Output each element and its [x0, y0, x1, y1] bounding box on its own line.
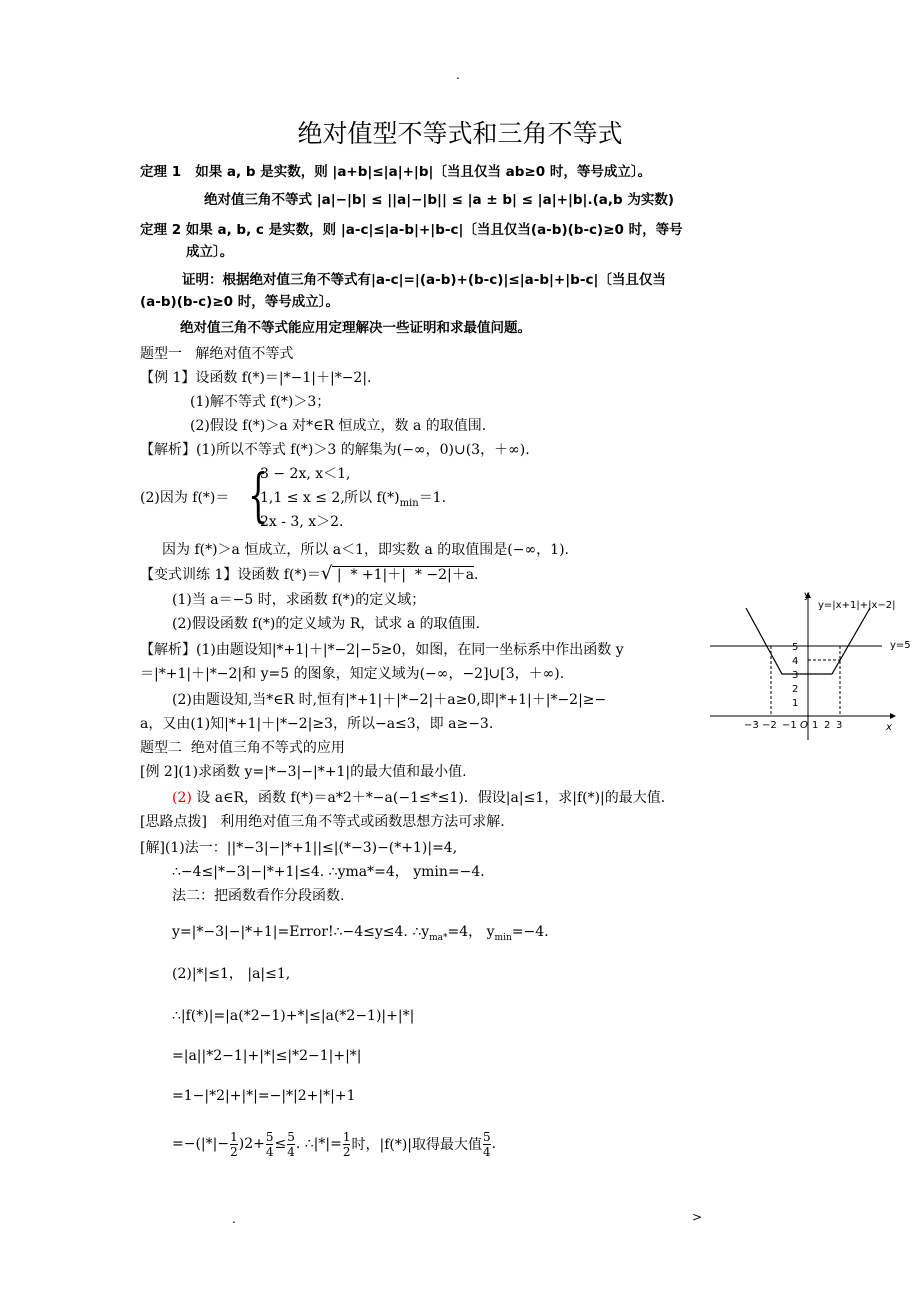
y-tick-4: 4: [792, 656, 799, 667]
example-1-solution-2-suffix: 所以 $f(*)_{min}=1$.: [344, 490, 447, 509]
variant-question-2: (2)假设函数 f(*)的定义域为 R，试求 a 的取值围.: [172, 616, 481, 632]
solution-line-4: y=|*−3|−|*+1|=Error!∴−4≤y≤4. $\therefore y_{ma*}=4$， $y_{min}=-4$.: [172, 924, 549, 943]
x-tick-3: 3: [836, 720, 843, 731]
example-1-solution-2-prefix: (2)因为 f(*)＝: [140, 490, 230, 506]
function-graph: [700, 590, 918, 750]
x-tick-origin: O: [800, 720, 808, 731]
page-title: 绝对值型不等式和三角不等式: [297, 119, 623, 148]
example-1-question-1: (1)解不等式 f(*)＞3；: [190, 394, 331, 410]
x-tick-minus-2: −2: [762, 720, 777, 731]
y-tick-2: 2: [792, 684, 799, 695]
application-note: 绝对值三角不等式能应用定理解决一些证明和求最值问题。: [180, 320, 531, 336]
x-tick-1: 1: [812, 720, 819, 731]
solution-line-8: =1−|*2|+|*|=−|*|2+|*|+1: [172, 1088, 356, 1104]
top-dot: .: [456, 68, 460, 82]
line-y-equals-5-label: y=5: [890, 640, 911, 651]
theorem-1: 定理 1 如果 a, b 是实数，则 |a+b|≤|a|+|b|〔当且仅当 ab≥0 时，等号成立〕。: [140, 164, 652, 180]
variant-solution-1: 【解析】(1)由题设知|*+1|＋|*−2|−5≥0，如图，在同一坐标系中作出函数 y: [140, 642, 624, 658]
x-axis-arrow: [890, 713, 896, 719]
example-1-solution-1: 【解析】(1)所以不等式 f(*)＞3 的解集为(−∞，0)∪(3，＋∞).: [140, 442, 530, 458]
proof-line-2: (a-b)(b-c)≥0 时，等号成立〕。: [140, 294, 339, 310]
solution-line-6: ∴|f(*)|=|a(*2−1)+*|≤|a(*2−1)|+|*|: [172, 1008, 415, 1024]
piece-2: 1,1 ≤ x ≤ 2,: [260, 490, 345, 506]
fraction-five-fourths-a: $\frac{5}{4}$: [265, 1129, 274, 1159]
x-axis-label: x: [886, 722, 892, 733]
fraction-one-half-b: $\frac{1}{2}$: [342, 1129, 351, 1159]
bottom-left-dot: .: [232, 1212, 236, 1226]
fraction-five-fourths-b: $\frac{5}{4}$: [287, 1129, 295, 1159]
y-tick-3: 3: [792, 670, 799, 681]
solution-line-2: ∴−4≤|*−3|−|*+1|≤4. ∴yma*=4， ymin=−4.: [172, 864, 485, 880]
function-label: y=|x+1|+|x−2|: [818, 600, 896, 611]
solution-line-3: 法二：把函数看作分段函数.: [172, 888, 345, 904]
proof-line-1: 证明：根据绝对值三角不等式有|a-c|=|(a-b)+(b-c)|≤|a-b|+|b-c|〔当且仅当: [182, 272, 666, 288]
bottom-right-mark: >: [692, 1210, 703, 1224]
y-axis-label: y: [804, 590, 810, 601]
variant-solution-4: a，又由(1)知|*+1|＋|*−2|≥3，所以−a≤3，即 a≥−3.: [140, 716, 494, 732]
variant-solution-3: (2)由题设知,当*∈R 时,恒有|*+1|＋|*−2|＋a≥0,即|*+1|＋|*−2|≥−: [172, 692, 607, 708]
y-tick-1: 1: [792, 698, 799, 709]
example-2: [例 2](1)求函数 y=|*−3|−|*+1|的最大值和最小值.: [140, 764, 467, 780]
question-2-number: (2): [172, 790, 192, 806]
example-1: 【例 1】设函数 f(*)＝|*−1|＋|*−2|.: [140, 370, 372, 386]
x-tick-2: 2: [824, 720, 831, 731]
hint: [思路点拨] 利用绝对值三角不等式或函数思想方法可求解.: [140, 814, 505, 830]
y-tick-5: 5: [792, 642, 799, 653]
variant-training-1: 【变式训练 1】设函数 f(*)＝√ | * +1|＋| * −2|＋a.: [140, 563, 479, 584]
variant-question-1: (1)当 a＝−5 时，求函数 f(*)的定义域；: [172, 592, 426, 608]
example-1-question-2: (2)假设 f(*)＞a 对*∈R 恒成立，数 a 的取值围.: [190, 418, 487, 434]
x-tick-minus-3: −3: [744, 720, 759, 731]
solution-line-7: =|a||*2−1|+|*|≤|*2−1|+|*|: [172, 1048, 362, 1064]
piece-1: 3 − 2x, x＜1,: [260, 466, 351, 482]
theorem-2-line-1: 定理 2 如果 a, b, c 是实数，则 |a-c|≤|a-b|+|b-c|〔当且仅当(a-b)(b-c)≥0 时，等号: [140, 222, 683, 238]
variant-solution-2: ＝|*+1|＋|*−2|和 y=5 的图象，知定义域为(−∞，−2]∪[3，＋∞).: [140, 666, 565, 682]
fraction-five-fourths-c: 5 4: [483, 1129, 491, 1159]
theorem-2-line-2: 成立〕。: [186, 244, 234, 260]
example-1-solution-3: 因为 f(*)＞a 恒成立，所以 a＜1，即实数 a 的取值围是(−∞，1).: [162, 542, 569, 558]
type-1-heading: 题型一 解绝对值不等式: [140, 346, 294, 362]
piece-3: 2x - 3, x＞2.: [260, 514, 344, 530]
solution-line-5: (2)|*|≤1， |a|≤1,: [172, 966, 291, 982]
fraction-one-half: $\frac{1}{2}$: [230, 1129, 238, 1159]
theorem-1-inequality: 绝对值三角不等式 |a|−|b| ≤ ||a|−|b|| ≤ |a ± b| ≤ |a|+|b|.(a,b 为实数): [204, 192, 675, 208]
piecewise-brace: {: [248, 461, 269, 529]
solution-line-1: [解](1)法一：||*−3|−|*+1||≤|(*−3)−(*+1)|=4,: [140, 840, 458, 856]
example-2-question-2: (2) 设 a∈R，函数 f(*)＝a*2＋*−a(−1≤*≤1)．假设|a|≤1，求|f(*)|的最大值.: [172, 790, 666, 806]
x-tick-minus-1: −1: [782, 720, 797, 731]
solution-line-9: =−(|*|− $\frac{1}{2}$ )2+ $\frac{5}{4}$ ≤ $\frac{5}{4}$ . ∴|*|= $\frac{1}{2}$ 时，|f(*)|取得最大值 5 4 .: [172, 1129, 497, 1159]
type-2-heading: 题型二 绝对值三角不等式的应用: [140, 740, 345, 756]
